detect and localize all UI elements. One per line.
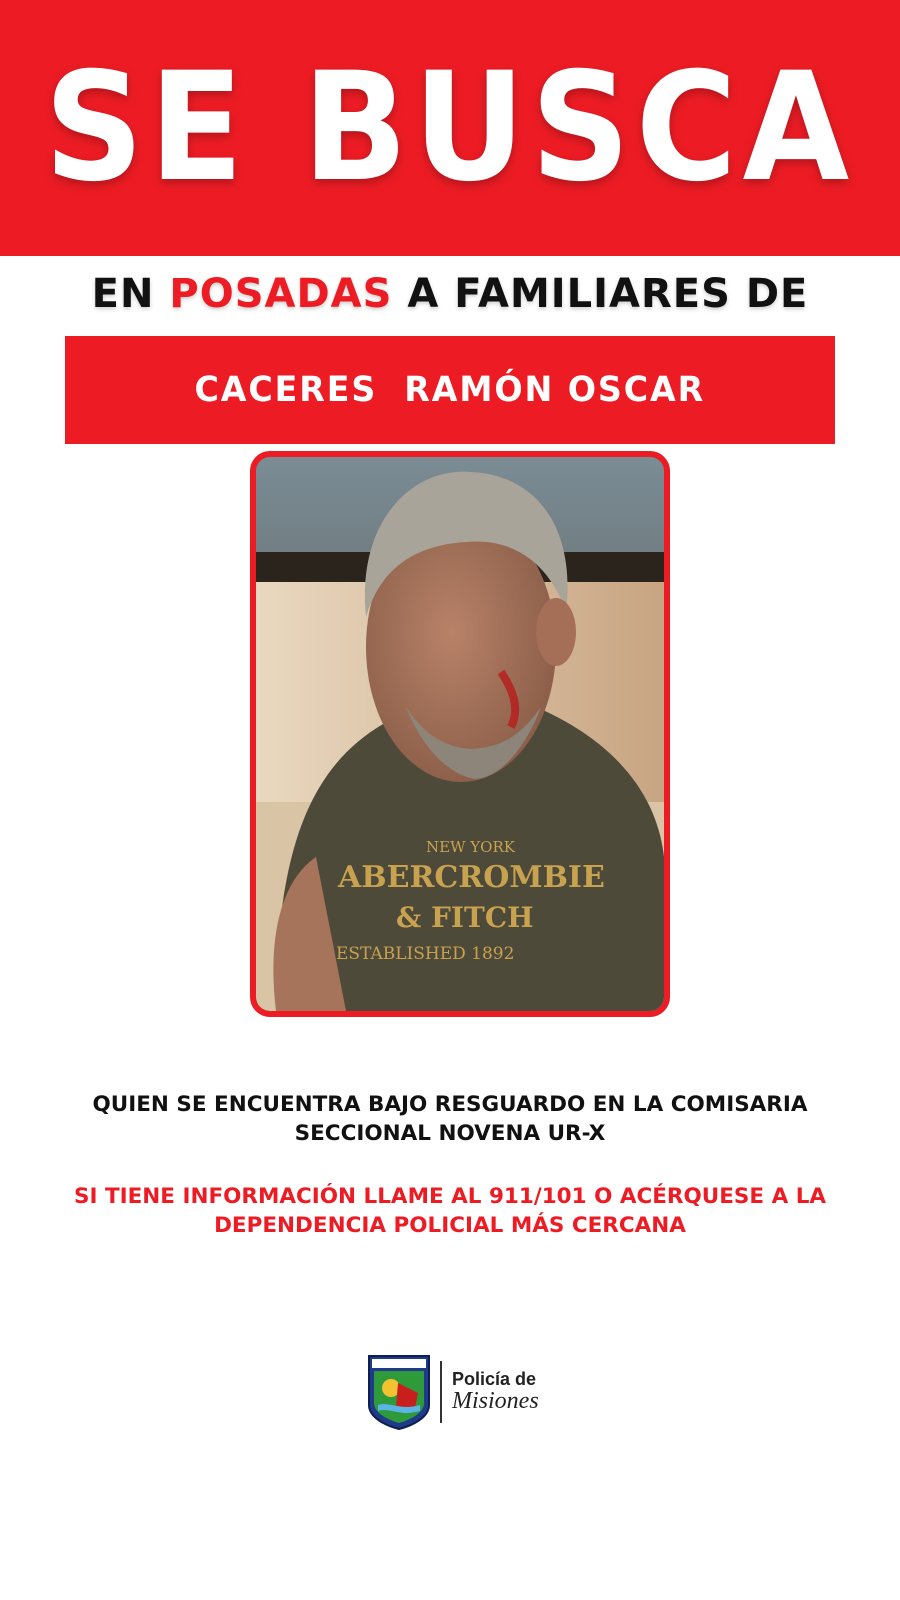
contact-info-line-2: DEPENDENCIA POLICIAL MÁS CERCANA bbox=[214, 1213, 686, 1238]
logo-text bbox=[452, 1369, 539, 1415]
person-name: CACERES RAMÓN OSCAR bbox=[194, 370, 706, 410]
logo-text-line-2: Misiones bbox=[452, 1388, 539, 1414]
custody-info-line-1: QUIEN SE ENCUENTRA BAJO RESGUARDO EN LA COMISARIA bbox=[92, 1092, 808, 1117]
contact-info-line-1: SI TIENE INFORMACIÓN LLAME AL 911/101 O ACÉRQUESE A LA bbox=[73, 1184, 827, 1209]
contact-info bbox=[60, 1182, 840, 1240]
subline-city: POSADAS bbox=[169, 271, 393, 317]
shirt-line-2: ABERCROMBIE bbox=[338, 860, 605, 895]
subline bbox=[0, 262, 900, 326]
custody-info bbox=[60, 1090, 840, 1148]
shirt-line-4: ESTABLISHED 1892 bbox=[336, 944, 515, 964]
logo-divider bbox=[440, 1361, 442, 1423]
person-photo-illustration bbox=[256, 457, 664, 1011]
subline-prefix: EN bbox=[91, 271, 170, 317]
subline-suffix: A FAMILIARES DE bbox=[392, 271, 809, 317]
person-photo bbox=[250, 451, 670, 1017]
logo-text-line-1: Policía de bbox=[452, 1369, 537, 1389]
custody-info-line-2: SECCIONAL NOVENA UR-X bbox=[294, 1121, 606, 1146]
headline: SE BUSCA bbox=[44, 41, 856, 215]
shirt-line-3: & FITCH bbox=[396, 901, 534, 934]
name-bar bbox=[65, 336, 835, 444]
shirt-line-1: NEW YORK bbox=[426, 838, 515, 856]
top-banner bbox=[0, 0, 900, 256]
police-logo bbox=[366, 1352, 566, 1432]
police-shield-icon bbox=[366, 1353, 432, 1431]
